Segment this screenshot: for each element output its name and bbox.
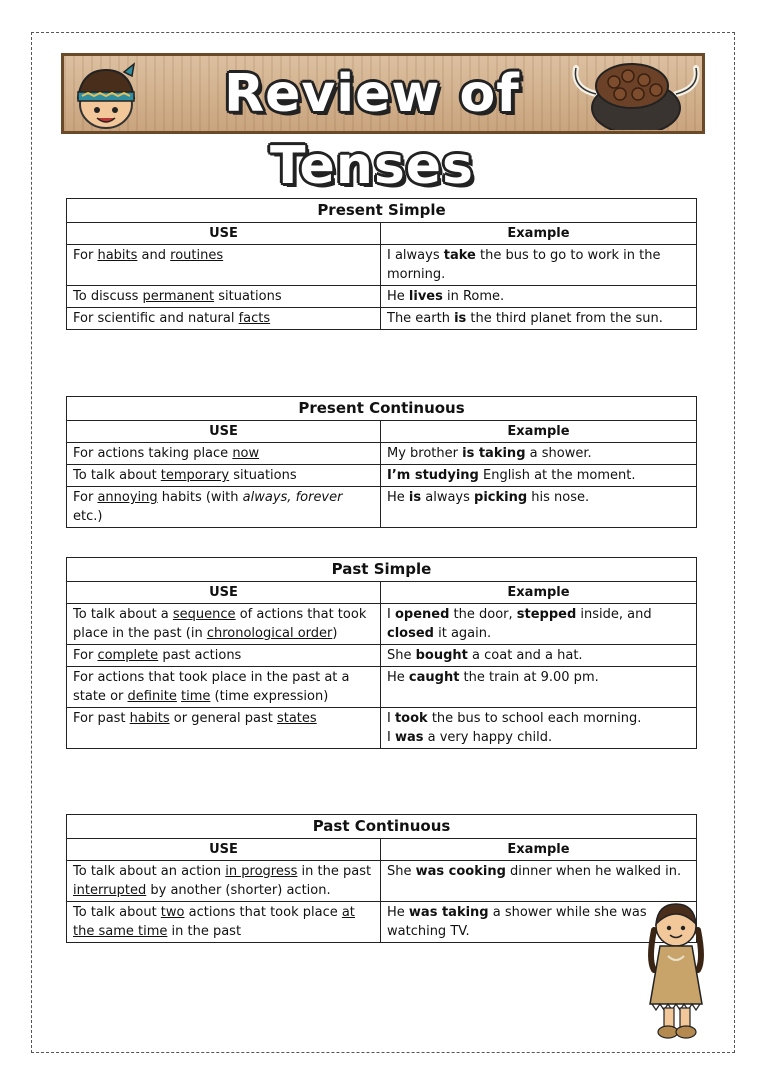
girl-clipart-icon: [640, 900, 712, 1040]
text-segment: in progress: [225, 864, 298, 879]
text-segment: opened: [394, 607, 450, 622]
text-segment: of actions that took place in the past (in: [73, 607, 367, 641]
text-segment: in the past: [167, 924, 242, 939]
text-segment: etc.): [73, 509, 103, 524]
title-banner: [61, 53, 705, 196]
text-segment: the train at 9.00 pm.: [459, 670, 599, 685]
text-segment: To talk about a: [73, 607, 173, 622]
text-segment: He: [387, 670, 409, 685]
text-segment: I: [387, 607, 395, 622]
present-continuous-table: [66, 396, 697, 528]
text-segment: The earth: [387, 311, 455, 326]
text-segment: complete: [97, 648, 159, 663]
text-segment: I: [387, 730, 395, 745]
text-segment: a shower while she was watching TV.: [387, 905, 647, 939]
text-segment: temporary: [160, 468, 230, 483]
text-segment: interrupted: [73, 883, 147, 898]
example-cell: [381, 667, 697, 708]
use-cell: [67, 245, 381, 286]
past-continuous-table: [66, 814, 697, 943]
text-segment: closed: [387, 626, 434, 641]
example-cell: [381, 604, 697, 645]
text-segment: now: [232, 446, 260, 461]
text-segment: I: [387, 711, 395, 726]
text-segment: habits: [97, 248, 138, 263]
use-column-header: USE: [67, 223, 381, 245]
example-cell: [381, 465, 697, 487]
text-segment: For past: [73, 711, 130, 726]
text-segment: For scientific and natural: [73, 311, 239, 326]
text-segment: took: [394, 711, 428, 726]
example-column-header: Example: [381, 839, 697, 861]
text-segment: chronological order: [206, 626, 333, 641]
text-segment: habits: [129, 711, 170, 726]
table-row: [67, 708, 697, 749]
text-segment: To talk about: [73, 905, 161, 920]
text-segment: picking: [474, 490, 528, 505]
text-segment: permanent: [142, 289, 215, 304]
table-row: [67, 645, 697, 667]
text-segment: or general past: [169, 711, 277, 726]
text-segment: the bus to go to work in the morning.: [387, 248, 661, 282]
text-segment: She: [387, 648, 416, 663]
text-segment: stepped: [516, 607, 577, 622]
text-segment: the door,: [449, 607, 517, 622]
example-cell: [381, 245, 697, 286]
text-segment: For actions that took place in the past at a state or: [73, 670, 350, 704]
text-segment: always, forever: [242, 490, 343, 505]
example-cell: [381, 487, 697, 528]
text-segment: in the past: [297, 864, 372, 879]
text-segment: in Rome.: [442, 289, 505, 304]
use-cell: [67, 487, 381, 528]
use-cell: [67, 308, 381, 330]
table-row: [67, 604, 697, 645]
use-column-header: USE: [67, 582, 381, 604]
table-title: Present Continuous: [67, 397, 697, 421]
text-segment: a coat and a hat.: [467, 648, 583, 663]
text-segment: the third planet from the sun.: [466, 311, 663, 326]
text-segment: ): [332, 626, 338, 641]
text-segment: I always: [387, 248, 444, 263]
table-title: Past Simple: [67, 558, 697, 582]
text-segment: For: [73, 248, 98, 263]
table-title: Past Continuous: [67, 815, 697, 839]
table-row: [67, 286, 697, 308]
text-segment: the bus to school each morning.: [427, 711, 642, 726]
example-cell: [381, 645, 697, 667]
text-segment: is: [408, 490, 422, 505]
text-segment: sequence: [172, 607, 236, 622]
table-row: [67, 861, 697, 902]
table-row: [67, 245, 697, 286]
text-segment: bought: [415, 648, 468, 663]
page-title: Review of Tenses: [224, 64, 520, 196]
text-segment: For: [73, 648, 98, 663]
text-segment: For actions taking place: [73, 446, 233, 461]
text-segment: dinner when he walked in.: [505, 864, 682, 879]
use-cell: [67, 465, 381, 487]
text-segment: She: [387, 864, 416, 879]
text-segment: states: [276, 711, 317, 726]
text-segment: by another (shorter) action.: [146, 883, 331, 898]
text-segment: For: [73, 490, 98, 505]
text-segment: and: [137, 248, 171, 263]
use-cell: [67, 604, 381, 645]
text-segment: past actions: [158, 648, 242, 663]
example-cell: [381, 443, 697, 465]
use-cell: [67, 708, 381, 749]
text-segment: facts: [238, 311, 271, 326]
text-segment: take: [443, 248, 476, 263]
text-segment: a shower.: [525, 446, 592, 461]
text-segment: annoying: [97, 490, 158, 505]
use-cell: [67, 286, 381, 308]
text-segment: habits (with: [157, 490, 243, 505]
use-cell: [67, 902, 381, 943]
example-cell: [381, 308, 697, 330]
example-column-header: Example: [381, 223, 697, 245]
text-segment: is: [454, 311, 467, 326]
text-segment: situations: [229, 468, 297, 483]
text-segment: always: [421, 490, 475, 505]
text-segment: a very happy child.: [423, 730, 553, 745]
use-cell: [67, 645, 381, 667]
past-simple-table: [66, 557, 697, 749]
text-segment: To discuss: [73, 289, 143, 304]
text-segment: He: [387, 289, 409, 304]
use-cell: [67, 667, 381, 708]
text-segment: caught: [408, 670, 460, 685]
example-cell: [381, 708, 697, 749]
example-cell: [381, 286, 697, 308]
text-segment: actions that took place: [184, 905, 342, 920]
text-segment: (time expression): [210, 689, 329, 704]
table-row: [67, 902, 697, 943]
text-segment: time: [181, 689, 211, 704]
text-segment: it again.: [433, 626, 492, 641]
table-row: [67, 465, 697, 487]
bison-clipart-icon: [570, 58, 702, 130]
use-cell: [67, 443, 381, 465]
text-segment: his nose.: [527, 490, 590, 505]
text-segment: was taking: [408, 905, 489, 920]
text-segment: inside, and: [576, 607, 652, 622]
text-segment: was: [394, 730, 424, 745]
text-segment: was cooking: [415, 864, 506, 879]
table-row: [67, 308, 697, 330]
table-row: [67, 667, 697, 708]
text-segment: two: [160, 905, 185, 920]
example-column-header: Example: [381, 421, 697, 443]
text-segment: is taking: [462, 446, 526, 461]
table-title: Present Simple: [67, 199, 697, 223]
text-segment: To talk about: [73, 468, 161, 483]
table-row: [67, 443, 697, 465]
text-segment: at the same time: [73, 905, 355, 939]
boy-clipart-icon: [70, 62, 142, 132]
text-segment: To talk about an action: [73, 864, 226, 879]
use-cell: [67, 861, 381, 902]
text-segment: I’m studying: [387, 468, 479, 483]
text-segment: routines: [170, 248, 224, 263]
text-segment: definite: [127, 689, 177, 704]
text-segment: He: [387, 905, 409, 920]
text-segment: English at the moment.: [478, 468, 636, 483]
text-segment: lives: [408, 289, 443, 304]
use-column-header: USE: [67, 839, 381, 861]
use-column-header: USE: [67, 421, 381, 443]
text-segment: situations: [214, 289, 282, 304]
present-simple-table: [66, 198, 697, 330]
example-cell: [381, 861, 697, 902]
example-column-header: Example: [381, 582, 697, 604]
text-segment: He: [387, 490, 409, 505]
text-segment: My brother: [387, 446, 463, 461]
table-row: [67, 487, 697, 528]
